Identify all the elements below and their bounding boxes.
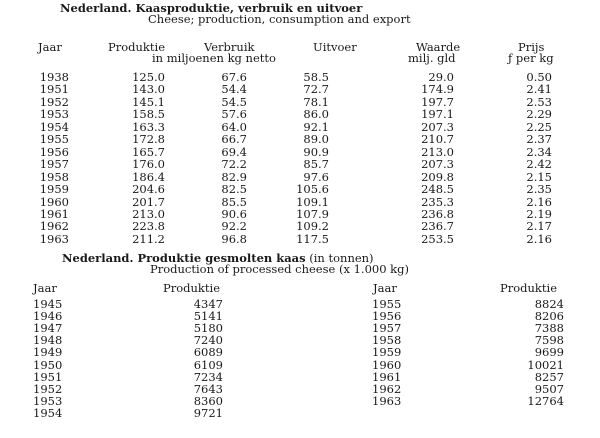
table1-cell-jaar: 1956 — [39, 144, 69, 159]
table1-cell-uitvoer: 97.6 — [303, 169, 329, 184]
table1-cell-produktie: 213.0 — [132, 206, 165, 221]
table1-cell-produktie: 163.3 — [132, 119, 165, 134]
table1-cell-verbruik: 85.5 — [221, 194, 247, 209]
table1-cell-jaar: 1951 — [39, 82, 69, 97]
table2-cell-jaar: 1948 — [33, 333, 63, 348]
table1-cell-uitvoer: 78.1 — [303, 94, 329, 109]
table1-cell-verbruik: 66.7 — [221, 132, 247, 147]
table1-cell-uitvoer: 58.5 — [303, 70, 329, 84]
table2-cell-produktie: 10021 — [527, 357, 564, 372]
table1-cell-uitvoer: 109.2 — [296, 219, 329, 234]
table1-cell-prijs: 0.50 — [526, 70, 552, 84]
table1-cell-waarde: 29.0 — [428, 70, 454, 84]
table1-cell-produktie: 145.1 — [132, 94, 165, 109]
table1-cell-verbruik: 96.8 — [221, 231, 247, 246]
table2-cell-produktie: 4347 — [193, 297, 223, 311]
table1-cell-produktie: 165.7 — [132, 144, 165, 159]
table1-header-produktie: Produktie — [108, 40, 166, 54]
table1-cell-uitvoer: 92.1 — [303, 119, 329, 134]
table2-cell-produktie: 7388 — [534, 321, 564, 336]
table1-cell-waarde: 207.3 — [421, 157, 454, 172]
table2-header-jaar-left: Jaar — [33, 281, 57, 295]
table1-cell-uitvoer: 90.9 — [303, 144, 329, 159]
table1-cell-verbruik: 90.6 — [221, 206, 247, 221]
table1-cell-jaar: 1960 — [39, 194, 69, 209]
table1-cell-prijs: 2.37 — [526, 132, 552, 147]
table2-cell-jaar: 1946 — [33, 309, 63, 324]
table1-title-text: Nederland. Kaasproduktie, verbruik en uitvoer — [60, 1, 363, 15]
table1-cell-jaar: 1959 — [39, 182, 69, 197]
table2-cell-produktie: 5180 — [193, 321, 223, 336]
table2-cell-produktie: 7598 — [534, 333, 564, 348]
table1-cell-waarde: 248.5 — [421, 182, 454, 197]
table2-header-produktie-right: Produktie — [500, 281, 558, 295]
table2-cell-jaar: 1945 — [33, 297, 63, 311]
table2-cell-produktie: 12764 — [527, 393, 564, 408]
table1-cell-jaar: 1938 — [39, 70, 69, 84]
table1-cell-produktie: 201.7 — [132, 194, 165, 209]
table2-cell-jaar: 1951 — [33, 369, 63, 384]
table1-cell-produktie: 176.0 — [132, 157, 165, 172]
table1-header-waarde: Waarde — [416, 40, 461, 54]
table1-cell-uitvoer: 117.5 — [296, 231, 329, 246]
table2-cell-produktie: 7240 — [193, 333, 223, 348]
table2-cell-jaar: 1958 — [372, 333, 402, 348]
table1-cell-produktie: 186.4 — [132, 169, 165, 184]
table2-cell-jaar: 1962 — [372, 381, 402, 396]
table1-cell-waarde: 235.3 — [421, 194, 454, 209]
table2-title-text: Nederland. Produktie gesmolten kaas — [62, 251, 306, 265]
table2-cell-jaar: 1953 — [33, 393, 63, 408]
table1-cell-produktie: 125.0 — [132, 70, 165, 84]
table1-cell-prijs: 2.29 — [526, 107, 552, 122]
table2-cell-jaar: 1947 — [33, 321, 63, 336]
table1-cell-prijs: 2.17 — [526, 219, 552, 234]
table2-cell-jaar: 1954 — [33, 405, 63, 420]
table1-cell-uitvoer: 86.0 — [303, 107, 329, 122]
table2-header-jaar-right: Jaar — [373, 281, 397, 295]
table1-cell-verbruik: 82.5 — [221, 182, 247, 197]
table1-cell-verbruik: 92.2 — [221, 219, 247, 234]
table1-cell-jaar: 1955 — [39, 132, 69, 147]
table2-cell-jaar: 1956 — [372, 309, 402, 324]
table1-cell-waarde: 236.7 — [421, 219, 454, 234]
table1-header-jaar: Jaar — [38, 40, 62, 54]
table2-cell-jaar: 1957 — [372, 321, 402, 336]
table1-cell-prijs: 2.16 — [526, 231, 552, 246]
table2-cell-produktie: 8257 — [534, 369, 564, 384]
table2-cell-produktie: 9699 — [534, 345, 564, 360]
table1-cell-jaar: 1957 — [39, 157, 69, 172]
table1-cell-waarde: 210.7 — [421, 132, 454, 147]
table2-cell-produktie: 8824 — [534, 297, 564, 311]
table1-header-waarde-unit: milj. gld — [408, 51, 456, 65]
table1-cell-verbruik: 72.2 — [221, 157, 247, 172]
table2-cell-produktie: 8206 — [534, 309, 564, 324]
table1-cell-prijs: 2.41 — [526, 82, 552, 97]
table1-cell-verbruik: 54.5 — [221, 94, 247, 109]
table1-cell-verbruik: 69.4 — [221, 144, 247, 159]
table1-cell-uitvoer: 72.7 — [303, 82, 329, 97]
table1-header-prijs-unit: ƒ per kg — [508, 51, 554, 65]
table1-cell-waarde: 236.8 — [421, 206, 454, 221]
table1-cell-verbruik: 67.6 — [221, 70, 247, 84]
table2-cell-jaar: 1955 — [372, 297, 402, 311]
table2-cell-produktie: 7234 — [193, 369, 223, 384]
table1-cell-produktie: 143.0 — [132, 82, 165, 97]
table1-cell-prijs: 2.35 — [526, 182, 552, 197]
table1-cell-jaar: 1954 — [39, 119, 69, 134]
table1-cell-waarde: 213.0 — [421, 144, 454, 159]
table1-header-uitvoer: Uitvoer — [313, 40, 357, 54]
table2-cell-produktie: 8360 — [193, 393, 223, 408]
table1-cell-produktie: 211.2 — [132, 231, 165, 246]
table2-cell-jaar: 1950 — [33, 357, 63, 372]
table1-cell-uitvoer: 107.9 — [296, 206, 329, 221]
table1-cell-produktie: 172.8 — [132, 132, 165, 147]
table1-cell-waarde: 174.9 — [421, 82, 454, 97]
table2-cell-produktie: 7643 — [193, 381, 223, 396]
table1-cell-waarde: 209.8 — [421, 169, 454, 184]
table1-cell-verbruik: 57.6 — [221, 107, 247, 122]
table1-cell-verbruik: 82.9 — [221, 169, 247, 184]
table2-header-produktie-left: Produktie — [163, 281, 221, 295]
table2-title-suffix: (in tonnen) — [309, 251, 374, 265]
table1-cell-prijs: 2.25 — [526, 119, 552, 134]
table1-cell-jaar: 1961 — [39, 206, 69, 221]
table1-cell-jaar: 1952 — [39, 94, 69, 109]
table1-cell-prijs: 2.19 — [526, 206, 552, 221]
table1-cell-waarde: 197.1 — [421, 107, 454, 122]
table2-cell-produktie: 9721 — [193, 405, 223, 420]
table1-cell-jaar: 1963 — [39, 231, 69, 246]
table1-header-verbruik: Verbruik — [204, 40, 255, 54]
table1-subtitle: Cheese; production, consumption and export — [148, 12, 411, 26]
table1-cell-waarde: 197.7 — [421, 94, 454, 109]
table2-cell-jaar: 1949 — [33, 345, 63, 360]
table1-cell-produktie: 204.6 — [132, 182, 165, 197]
table2-cell-jaar: 1961 — [372, 369, 402, 384]
table1-cell-waarde: 207.3 — [421, 119, 454, 134]
table2-cell-produktie: 9507 — [534, 381, 564, 396]
table2-cell-jaar: 1952 — [33, 381, 63, 396]
table1-cell-uitvoer: 109.1 — [296, 194, 329, 209]
table2-cell-produktie: 6089 — [193, 345, 223, 360]
table2-cell-produktie: 5141 — [193, 309, 223, 324]
table1-cell-jaar: 1958 — [39, 169, 69, 184]
table1-cell-jaar: 1962 — [39, 219, 69, 234]
table2-cell-jaar: 1960 — [372, 357, 402, 372]
table1-cell-verbruik: 64.0 — [221, 119, 247, 134]
table2-cell-produktie: 6109 — [193, 357, 223, 372]
table1-cell-prijs: 2.15 — [526, 169, 552, 184]
table1-cell-prijs: 2.53 — [526, 94, 552, 109]
table1-cell-prijs: 2.34 — [526, 144, 552, 159]
table1-cell-produktie: 223.8 — [132, 219, 165, 234]
table1-cell-uitvoer: 89.0 — [303, 132, 329, 147]
table2-subtitle: Production of processed cheese (x 1.000 kg) — [150, 262, 409, 276]
table2-cell-jaar: 1959 — [372, 345, 402, 360]
table1-header-prijs: Prijs — [518, 40, 545, 54]
table1-cell-jaar: 1953 — [39, 107, 69, 122]
table1-cell-waarde: 253.5 — [421, 231, 454, 246]
table1-cell-uitvoer: 105.6 — [296, 182, 329, 197]
table1-header-units: in miljoenen kg netto — [152, 51, 276, 65]
table1-cell-uitvoer: 85.7 — [303, 157, 329, 172]
table1-cell-verbruik: 54.4 — [221, 82, 247, 97]
table2-cell-jaar: 1963 — [372, 393, 402, 408]
table1-cell-prijs: 2.42 — [526, 157, 552, 172]
table1-cell-produktie: 158.5 — [132, 107, 165, 122]
table1-cell-prijs: 2.16 — [526, 194, 552, 209]
